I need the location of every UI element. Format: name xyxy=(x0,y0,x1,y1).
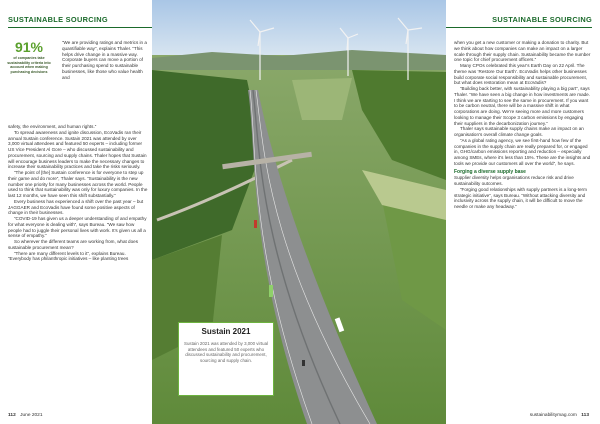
paragraph: “There are many different levels to it”, explains Bureau. “Everybody has philanthropic initiatives – like planting trees xyxy=(8,250,129,262)
paragraph: Thaler says sustainable supply chains make an impact on an organisation’s overall climate change goals. xyxy=(454,126,584,137)
stat-description: of companies take sustainability criteria into account when making purchasing decisions xyxy=(7,56,51,75)
paragraph: “Building back better, with sustainability playing a big part”, says Thaler. “We have seen a big change in how investments are made. I think we are starting to see the same in procurement. If you want to be carbon neutral, there will be a massive shift in what corporations are doing. We’re seeing more and more customers looking to manage their Scope 3 carbon emissions by engaging their suppliers in the decarbonization journey.” xyxy=(454,86,591,126)
page-number-right: 113 xyxy=(581,413,589,418)
paragraph: So wherever the different teams are working from, what does sustainable procurement mean? xyxy=(8,239,139,250)
paragraph: To spread awareness and ignite discussion, EcoVadis ran their annual Sustain conference. Sustain 2021 was attended by over 3,000 virtual attendees and featured 50 experts – including former US Vice President Al Gore – who discussed sustainability and procurement, sourcing and supply chains. Thaler hopes that Sustain will encourage business leaders to make the necessary changes to increase their sustainability practices and take the risks seriously. xyxy=(8,129,147,170)
subheading: Forging a diverse supply base xyxy=(454,168,526,175)
paragraph: Supplier diversity helps organisations reduce risk and drive sustainability outcomes. xyxy=(454,175,574,186)
left-column-top xyxy=(62,40,148,80)
paragraph: when you get a new customer or making a donation to charity. But we think about how companies can make an impact on a larger scale through their supply chain. Sustainability became the number one topic for chief procurement officers.” xyxy=(454,40,591,63)
stat-callout xyxy=(4,40,54,75)
paragraph: safety, the environment, and human rights.” xyxy=(8,124,97,129)
header-rule-left xyxy=(8,27,152,28)
folio-right xyxy=(530,413,592,418)
section-header-right: SUSTAINABLE SOURCING xyxy=(492,14,592,24)
site-url: sustainabilitymag.com xyxy=(529,413,577,418)
paragraph: Every business has experienced a shift over the past year – but JAGGAER and EcoVadis have found some positive aspects of change in their businesses. xyxy=(8,198,144,216)
paragraph: Many CPOs celebrated this year’s Earth Day on 22 April. The theme was ‘Restore Our Earth’. EcoVadis helps other businesses build corporate social responsibility and sustainable procurement, but what does restoration mean at EcoVadis? xyxy=(454,63,588,86)
right-column xyxy=(454,40,592,210)
callout-title: Sustain 2021 xyxy=(201,327,251,336)
header-rule-right xyxy=(446,27,592,28)
callout-text: Sustain 2021 was attended by 3,000 virtual attendees and featured 50 experts who discussed sustainability and procurement, sourcing and supply chain. xyxy=(184,341,268,363)
issue-date: June 2021 xyxy=(20,413,43,418)
paragraph: “Forging good relationships with supply partners is a long-term strategic initiative”, says Bureau. “Without attacking diversity and inclusivity across the supply chain, it will be difficult to move the needle or make any headway.” xyxy=(454,186,587,209)
paragraph: “The point of [the] Sustain conference is for everyone to step up their game and do more”, Thaler says. “Sustainability is the new number one priority for many businesses across the world. People used to think that sustainability was only for luxury companies. In the last 12 months, we have seen this shift substantially.” xyxy=(8,170,148,198)
paragraph: “We are providing ratings and metrics in a quantifiable way”, explains Thaler. “This helps drive change in a massive way. Corporate buyers can move a portion of their purchasing spend to sustainable businesses, like those who value health and xyxy=(62,40,147,80)
sustain-callout-box xyxy=(178,322,274,396)
paragraph: “COVID-19 has given us a deeper understanding of and empathy for what everyone is dealing with”, says Bureau. “We saw how people had to juggle their personal lives with work. It’s given us all a sense of empathy.” xyxy=(8,216,147,239)
stat-value: 91% xyxy=(14,39,44,55)
left-page xyxy=(0,0,152,424)
folio-left xyxy=(8,413,43,418)
page-number-left: 112 xyxy=(8,413,16,418)
left-column-main xyxy=(8,124,148,262)
section-header-left: SUSTAINABLE SOURCING xyxy=(8,14,108,24)
paragraph: “As a global rating agency, we see first-hand how few of the companies in the supply chain are really prepared for, or engaged in, GHG/carbon emissions reporting and reduction – especially among SMEs, where it’s less than 15%. These are the insights and tools we provide our customers all over the world”, he says. xyxy=(454,137,591,166)
